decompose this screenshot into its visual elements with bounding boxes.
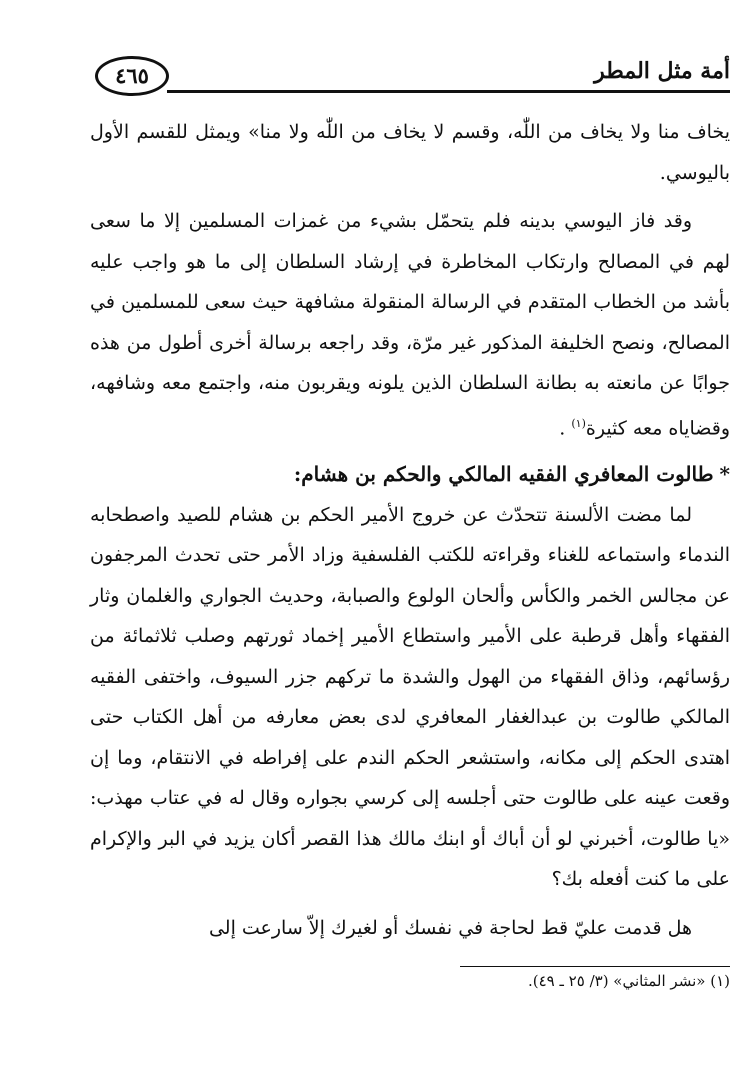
footnote-rule: [460, 966, 730, 967]
paragraph-2: [90, 201, 730, 448]
heading-star: *: [719, 462, 730, 487]
paragraph-2-text: وقد فاز اليوسي بدينه فلم يتحمّل بشيء من غمزات المسلمين إلا ما سعى لهم في المصالح وارتكاب المخاطرة في إرشاد السلطان إلى ما هو واجب عليه بأشد من الخطاب المتقدم في الرسالة المنقولة مشافهة حيث سعى للمسلمين في المصالح، ونصح الخليفة المذكور غير مرّة، وقد راجعه برسالة أخرى أطول من هذه جوابًا عن مانعته به بطانة السلطان الذين يلونه ويقربون منه، واجتمع معه وشافهه، وقضاياه معه كثيرة: [90, 210, 730, 439]
footnote: (١) «نشر المثاني» (٣/ ٢٥ ـ ٤٩).: [527, 972, 730, 990]
paragraph-4: هل قدمت عليّ قط لحاجة في نفسك أو لغيرك إلاّ سارعت إلى: [208, 916, 692, 939]
paragraph-2-end: .: [559, 416, 572, 439]
footnote-ref: (١): [571, 416, 586, 430]
running-title: أمة مثل المطر: [594, 58, 730, 84]
header-rule: [167, 90, 730, 93]
page-header: [95, 52, 730, 98]
page-number: ٤٦٥: [95, 56, 169, 96]
body-text: [90, 112, 730, 948]
heading-text: طالوت المعافري الفقيه المالكي والحكم بن هشام:: [293, 462, 714, 487]
paragraph-1: يخاف منا ولا يخاف من اللّٰه، وقسم لا يخاف من اللّٰه ولا منا» ويمثل للقسم الأول باليوسي.: [90, 121, 730, 184]
paragraph-3: لما مضت الألسنة تتحدّث عن خروج الأمير الحكم بن هشام للصيد واصطحابه الندماء واستماعه للغناء وقراءته للكتب الفلسفية وزاد الأمر حتى تحدث المرجفون عن مجالس الخمر والكأس وألحان الولوع والصبابة، وحديث الجواري والغلمان وثار الفقهاء وأهل قرطبة على الأمير واستطاع الأمير إخماد ثورتهم وصلب ثلاثمائة من رؤسائهم، وذاق الفقهاء من الهول والشدة ما تركهم جزر السيوف، واختفى الفقيه المالكي طالوت بن عبدالغفار المعافري لدى بعض معارفه من أهل الكتاب حتى اهتدى الحكم إلى مكانه، واستشعر الحكم الندم على إفراطه في الانتقام، وما إن وقعت عينه على طالوت حتى أجلسه إلى كرسي بجواره وقال له في عتاب مهذب: «يا طالوت، أخبرني لو أن أباك أو ابنك مالك هذا القصر أكان يزيد في البر والإكرام على ما كنت أفعله بك؟: [90, 503, 730, 891]
section-heading: [90, 454, 730, 495]
